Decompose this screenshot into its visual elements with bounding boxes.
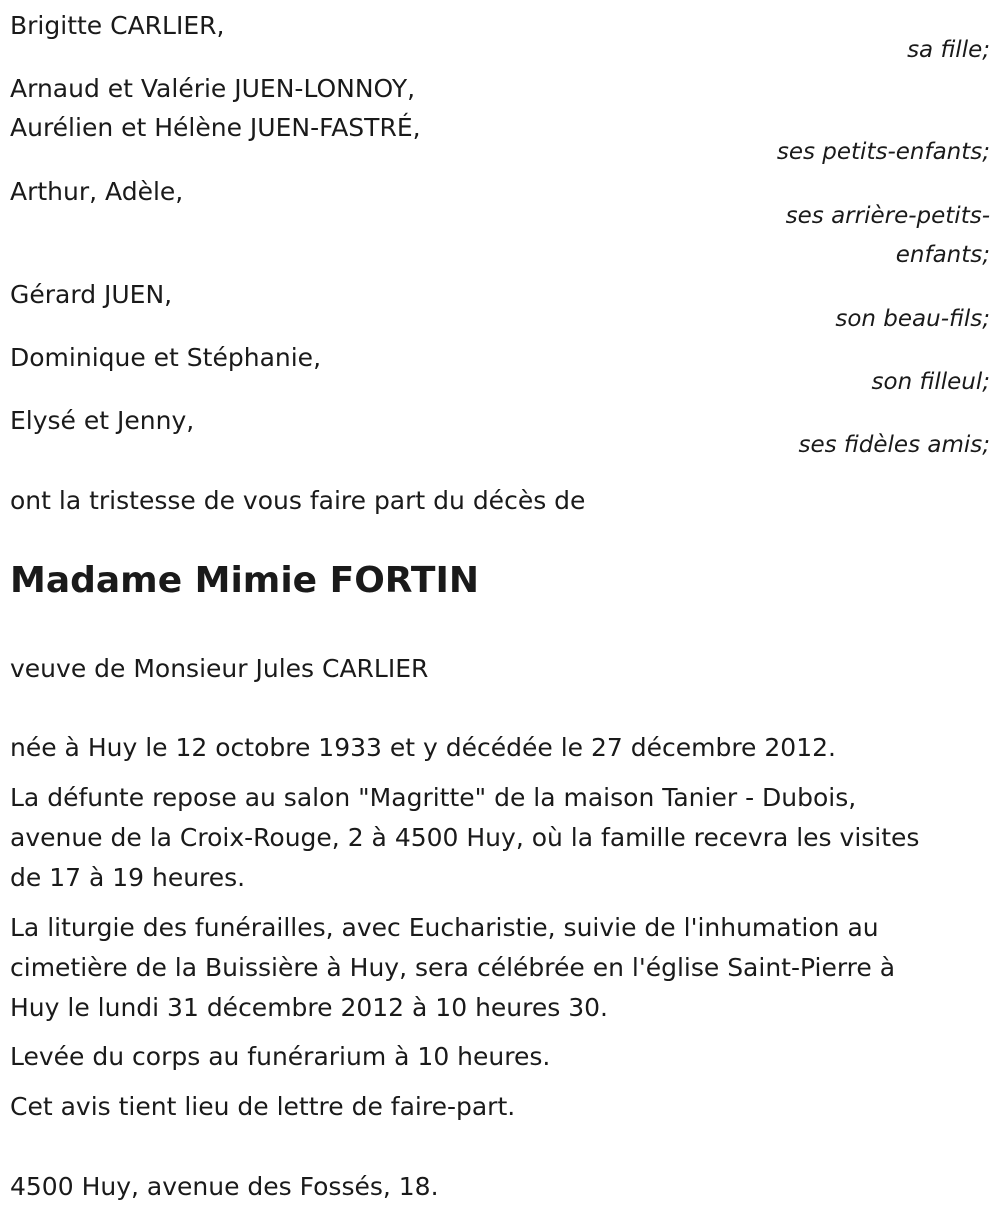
funeral-line: cimetière de la Buissière à Huy, sera célébrée en l'église Saint-Pierre à: [10, 953, 896, 982]
viewing-line: La défunte repose au salon "Magritte" de la maison Tanier - Dubois,: [10, 783, 857, 812]
family-names: Arthur, Adèle,: [10, 177, 184, 206]
family-relation: ses arrière-petits-: [785, 203, 990, 229]
address-text: 4500 Huy, avenue des Fossés, 18.: [10, 1172, 439, 1201]
family-relation: ses petits-enfants;: [776, 139, 990, 165]
family-names: Elysé et Jenny,: [10, 406, 195, 435]
deceased-name: Madame Mimie FORTIN: [10, 560, 479, 601]
family-names: Gérard JUEN,: [10, 280, 173, 309]
family-names: Dominique et Stéphanie,: [10, 343, 322, 372]
funeral-line: La liturgie des funérailles, avec Eucharistie, suivie de l'inhumation au: [10, 913, 879, 942]
family-names: Arnaud et Valérie JUEN-LONNOY,: [10, 74, 416, 103]
family-names: Brigitte CARLIER,: [10, 11, 225, 40]
widow-of-text: veuve de Monsieur Jules CARLIER: [10, 654, 429, 683]
family-relation: ses fidèles amis;: [798, 432, 990, 458]
family-relation: son beau-fils;: [835, 306, 990, 332]
levee-text: Levée du corps au funérarium à 10 heures.: [10, 1042, 551, 1071]
viewing-line: avenue de la Croix-Rouge, 2 à 4500 Huy, où la famille recevra les visites: [10, 823, 920, 852]
family-names: Aurélien et Hélène JUEN-FASTRÉ,: [10, 113, 421, 142]
family-relation: son filleul;: [871, 369, 990, 395]
funeral-line: Huy le lundi 31 décembre 2012 à 10 heures 30.: [10, 993, 608, 1022]
notice-text: Cet avis tient lieu de lettre de faire-part.: [10, 1092, 516, 1121]
family-relation: enfants;: [895, 242, 990, 268]
birth-death-text: née à Huy le 12 octobre 1933 et y décédée le 27 décembre 2012.: [10, 733, 836, 762]
viewing-line: de 17 à 19 heures.: [10, 863, 246, 892]
intro-text: ont la tristesse de vous faire part du décès de: [10, 486, 586, 515]
family-relation: sa fille;: [907, 37, 990, 63]
